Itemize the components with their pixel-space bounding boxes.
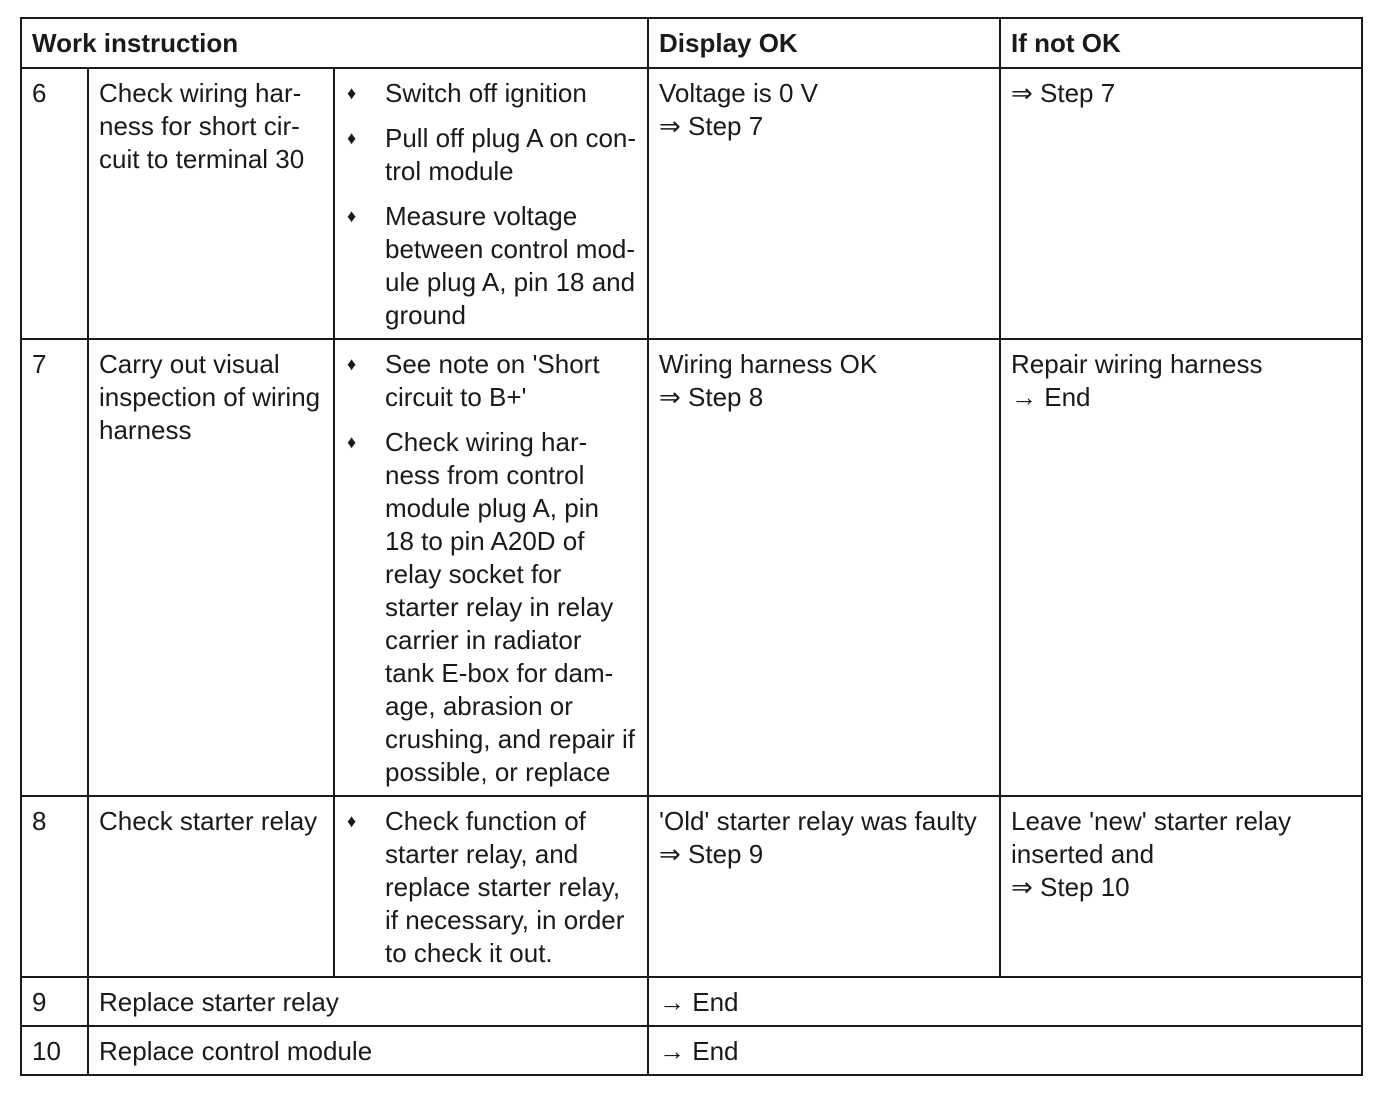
diamond-bullet-icon: ♦ bbox=[347, 83, 357, 103]
diamond-bullet-icon: ♦ bbox=[347, 811, 357, 831]
table-row bbox=[21, 68, 1362, 339]
display-ok-cell bbox=[648, 796, 1000, 977]
step-instruction: Replace control module bbox=[88, 1026, 648, 1075]
header-display-ok: Display OK bbox=[648, 18, 1000, 68]
if-not-ok-cell bbox=[1000, 796, 1362, 977]
text-line: Check wiring har- bbox=[99, 78, 302, 108]
step-number: 7 bbox=[21, 339, 88, 796]
text-line: Check function of bbox=[385, 806, 586, 836]
text-line: crushing, and repair if bbox=[385, 724, 636, 754]
action-list bbox=[345, 77, 637, 332]
step-number: 6 bbox=[21, 68, 88, 339]
text-line: starter relay, and bbox=[385, 839, 579, 869]
text-line: age, abrasion or bbox=[385, 691, 573, 721]
diamond-bullet-icon: ♦ bbox=[347, 354, 357, 374]
step-result: → End bbox=[648, 1026, 1362, 1075]
step-actions bbox=[334, 68, 648, 339]
diamond-bullet-icon: ♦ bbox=[347, 432, 357, 452]
display-ok-cell bbox=[648, 339, 1000, 796]
action-item bbox=[345, 200, 637, 332]
text-line: → End bbox=[1011, 382, 1091, 412]
text-line: Check starter relay bbox=[99, 806, 318, 836]
step-number: 8 bbox=[21, 796, 88, 977]
text-line: cuit to terminal 30 bbox=[99, 144, 305, 174]
text-line: inserted and bbox=[1011, 839, 1155, 869]
text-line: ⇒ Step 7 bbox=[659, 111, 764, 141]
text-line: carrier in radiator bbox=[385, 625, 582, 655]
if-not-ok-cell bbox=[1000, 68, 1362, 339]
if-not-ok-cell bbox=[1000, 339, 1362, 796]
text-line: Measure voltage bbox=[385, 201, 578, 231]
text-line: relay socket for bbox=[385, 559, 562, 589]
text-line: starter relay in relay bbox=[385, 592, 614, 622]
text-line: to check it out. bbox=[385, 938, 553, 968]
action-item bbox=[345, 77, 637, 110]
text-line: Carry out visual bbox=[99, 349, 280, 379]
diamond-bullet-icon: ♦ bbox=[347, 206, 357, 226]
text-line: inspection of wiring bbox=[99, 382, 321, 412]
text-line: ⇒ Step 10 bbox=[1011, 872, 1130, 902]
text-line: harness bbox=[99, 415, 192, 445]
text-line: if necessary, in order bbox=[385, 905, 625, 935]
text-line: Switch off ignition bbox=[385, 78, 587, 108]
text-line: replace starter relay, bbox=[385, 872, 621, 902]
text-line: 18 to pin A20D of bbox=[385, 526, 585, 556]
header-work-instruction: Work instruction bbox=[21, 18, 648, 68]
text-line: Repair wiring harness bbox=[1011, 349, 1263, 379]
text-line: trol module bbox=[385, 156, 514, 186]
text-line: Pull off plug A on con- bbox=[385, 123, 637, 153]
table-row bbox=[21, 339, 1362, 796]
table-row bbox=[21, 1026, 1362, 1075]
step-actions bbox=[334, 339, 648, 796]
text-line: ⇒ Step 9 bbox=[659, 839, 764, 869]
step-instruction: Replace starter relay bbox=[88, 977, 648, 1026]
text-line: circuit to B+' bbox=[385, 382, 527, 412]
action-list bbox=[345, 805, 637, 970]
text-line: ness for short cir- bbox=[99, 111, 300, 141]
work-instruction-table bbox=[20, 17, 1363, 1076]
step-result: → End bbox=[648, 977, 1362, 1026]
text-line: See note on 'Short bbox=[385, 349, 600, 379]
step-number: 10 bbox=[21, 1026, 88, 1075]
table-row bbox=[21, 977, 1362, 1026]
text-line: between control mod- bbox=[385, 234, 636, 264]
table-row bbox=[21, 796, 1362, 977]
display-ok-cell bbox=[648, 68, 1000, 339]
header-if-not-ok: If not OK bbox=[1000, 18, 1362, 68]
step-title bbox=[88, 339, 334, 796]
action-list bbox=[345, 348, 637, 789]
text-line: possible, or replace bbox=[385, 757, 611, 787]
text-line: ule plug A, pin 18 and bbox=[385, 267, 636, 297]
text-line: ⇒ Step 8 bbox=[659, 382, 764, 412]
step-title bbox=[88, 796, 334, 977]
text-line: Voltage is 0 V bbox=[659, 78, 818, 108]
action-item bbox=[345, 805, 637, 970]
text-line: module plug A, pin bbox=[385, 493, 599, 523]
action-item bbox=[345, 426, 637, 789]
table-header-row bbox=[21, 18, 1362, 68]
text-line: ⇒ Step 7 bbox=[1011, 78, 1116, 108]
text-line: ground bbox=[385, 300, 466, 330]
text-line: Check wiring har- bbox=[385, 427, 588, 457]
text-line: Wiring harness OK bbox=[659, 349, 878, 379]
step-number: 9 bbox=[21, 977, 88, 1026]
step-actions bbox=[334, 796, 648, 977]
text-line: 'Old' starter relay was faulty bbox=[659, 806, 977, 836]
text-line: tank E-box for dam- bbox=[385, 658, 614, 688]
text-line: Leave 'new' starter relay bbox=[1011, 806, 1292, 836]
action-item bbox=[345, 122, 637, 188]
text-line: ness from control bbox=[385, 460, 585, 490]
action-item bbox=[345, 348, 637, 414]
diamond-bullet-icon: ♦ bbox=[347, 128, 357, 148]
step-title bbox=[88, 68, 334, 339]
